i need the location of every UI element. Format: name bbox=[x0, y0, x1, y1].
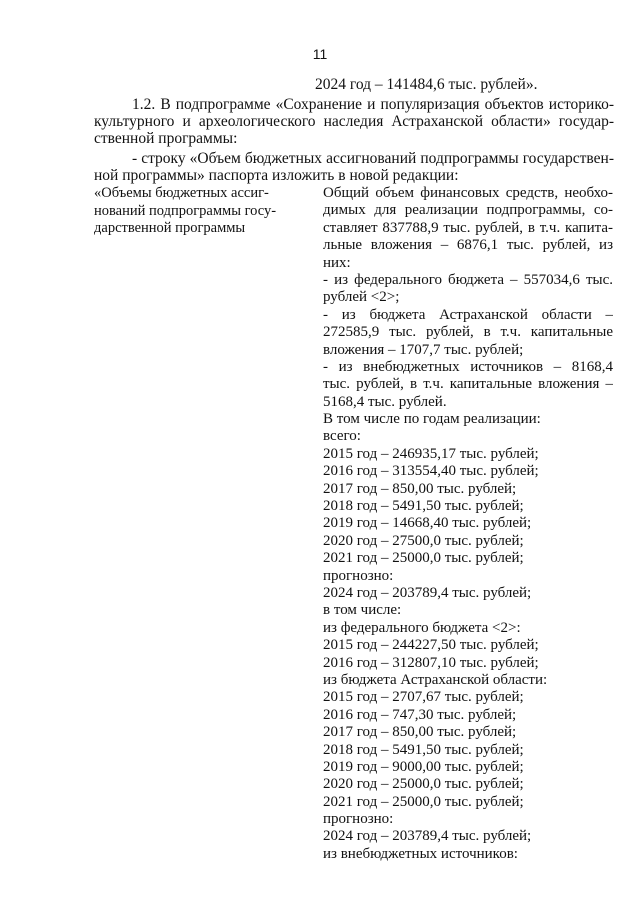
right-cell-line: димых для реализации подпрограммы, со- bbox=[323, 202, 613, 219]
right-cell-line: 2016 год – 312807,10 тыс. рублей; bbox=[323, 654, 539, 671]
table-right-column bbox=[323, 185, 613, 863]
right-cell-line: них: bbox=[323, 254, 351, 271]
right-cell-line: 2020 год – 25000,0 тыс. рублей; bbox=[323, 776, 524, 793]
right-cell-line: из федерального бюджета <2>: bbox=[323, 619, 521, 636]
instruction-line-1: - строку «Объем бюджетных ассигнований подпрограммы государствен- bbox=[132, 150, 614, 167]
right-cell-line: 2021 год – 25000,0 тыс. рублей; bbox=[323, 793, 524, 810]
right-cell-line: ставляет 837788,9 тыс. рублей, в т.ч. капита- bbox=[323, 219, 613, 236]
right-cell-line: 2018 год – 5491,50 тыс. рублей; bbox=[323, 741, 524, 758]
right-cell-line: - из бюджета Астраханской области – bbox=[323, 306, 613, 323]
right-cell-line: 272585,9 тыс. рублей, в т.ч. капитальные bbox=[323, 324, 613, 341]
section-line-2: культурного и археологического наследия Астраханской области» государ- bbox=[94, 113, 614, 130]
right-cell-line: Общий объем финансовых средств, необхо- bbox=[323, 185, 613, 201]
right-cell-line: вложения – 1707,7 тыс. рублей; bbox=[323, 341, 524, 358]
right-cell-line: 2015 год – 2707,67 тыс. рублей; bbox=[323, 689, 524, 706]
right-cell-line: 2024 год – 203789,4 тыс. рублей; bbox=[323, 584, 532, 601]
left-cell-line: нований подпрограммы госу- bbox=[94, 202, 277, 219]
right-cell-line: 2018 год – 5491,50 тыс. рублей; bbox=[323, 498, 524, 515]
right-cell-line: 2017 год – 850,00 тыс. рублей; bbox=[323, 724, 517, 741]
right-cell-line: 2019 год – 14668,40 тыс. рублей; bbox=[323, 515, 532, 532]
table-left-column bbox=[94, 185, 289, 238]
right-cell-line: 2019 год – 9000,00 тыс. рублей; bbox=[323, 758, 524, 775]
section-line-3: ственной программы: bbox=[94, 130, 238, 147]
right-cell-line: прогнозно: bbox=[323, 567, 394, 584]
right-cell-line: 2016 год – 747,30 тыс. рублей; bbox=[323, 706, 517, 723]
right-cell-line: прогнозно: bbox=[323, 811, 394, 828]
right-cell-line: 2016 год – 313554,40 тыс. рублей; bbox=[323, 463, 539, 480]
left-cell-line: «Объемы бюджетных ассиг- bbox=[94, 185, 269, 201]
right-cell-line: 2021 год – 25000,0 тыс. рублей; bbox=[323, 550, 524, 567]
right-cell-line: всего: bbox=[323, 428, 361, 445]
right-cell-line: 2015 год – 246935,17 тыс. рублей; bbox=[323, 445, 539, 462]
right-cell-line: - из внебюджетных источников – 8168,4 bbox=[323, 358, 613, 375]
right-cell-line: 2020 год – 27500,0 тыс. рублей; bbox=[323, 532, 524, 549]
right-cell-line: В том числе по годам реализации: bbox=[323, 411, 541, 428]
instruction-line-2: ной программы» паспорта изложить в новой редакции: bbox=[94, 167, 459, 184]
right-cell-line: рублей <2>; bbox=[323, 289, 400, 306]
right-cell-line: из бюджета Астраханской области: bbox=[323, 671, 548, 688]
right-cell-line: 2015 год – 244227,50 тыс. рублей; bbox=[323, 637, 539, 654]
right-cell-line: 5168,4 тыс. рублей. bbox=[323, 393, 447, 410]
page-number: 11 bbox=[312, 46, 328, 62]
right-cell-line: в том числе: bbox=[323, 602, 402, 619]
section-line-1: 1.2. В подпрограмме «Сохранение и популяризация объектов историко- bbox=[132, 96, 614, 113]
right-cell-line: - из федерального бюджета – 557034,6 тыс. bbox=[323, 271, 613, 288]
right-cell-line: 2024 год – 203789,4 тыс. рублей; bbox=[323, 828, 532, 845]
intro-line: 2024 год – 141484,6 тыс. рублей». bbox=[315, 76, 538, 93]
left-cell-line: дарственной программы bbox=[94, 220, 246, 236]
right-cell-line: 2017 год – 850,00 тыс. рублей; bbox=[323, 480, 517, 497]
right-cell-line: льные вложения – 6876,1 тыс. рублей, из bbox=[323, 237, 613, 254]
right-cell-line: тыс. рублей, в т.ч. капитальные вложения – bbox=[323, 376, 613, 393]
right-cell-line: из внебюджетных источников: bbox=[323, 845, 518, 862]
